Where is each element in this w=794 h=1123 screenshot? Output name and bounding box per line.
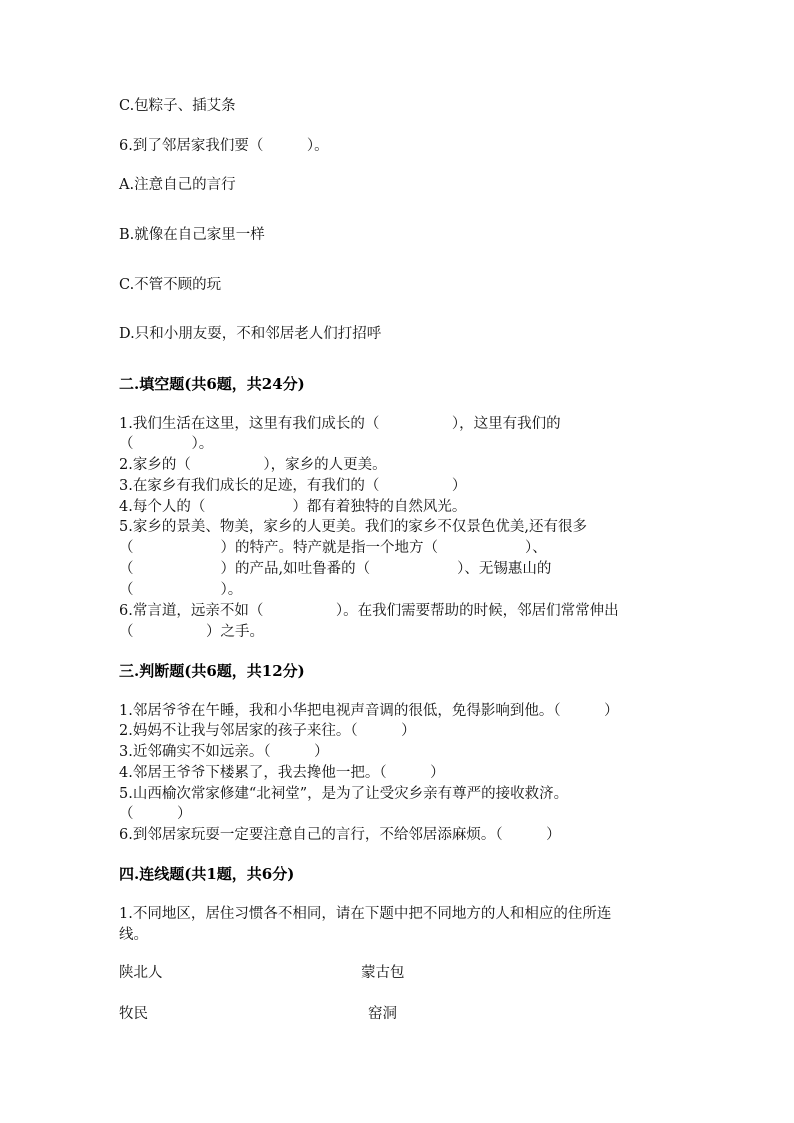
fill-line: 2.家乡的（ ），家乡的人更美。 [119,457,387,473]
fill-line: 3.在家乡有我们成长的足迹，有我们的（ ） [119,478,467,494]
match-right-item: 蒙古包 [361,965,405,981]
section2-title: 二.填空题(共6题，共24分) [119,375,305,393]
judge-line: 3.近邻确实不如远亲。（ ） [119,744,329,760]
section3-title: 三.判断题(共6题，共12分) [119,662,305,680]
fill-line: 5.家乡的景美、物美，家乡的人更美。我们的家乡不仅景色优美,还有很多 [119,519,587,535]
judge-line: （ ） [119,806,192,822]
fill-line: （ ）。 [119,582,243,598]
q6-option-d: D.只和小朋友耍，不和邻居老人们打招呼 [119,326,382,342]
fill-line: （ ）的产品,如吐鲁番的（ ）、无锡惠山的 [119,561,552,577]
judge-line: 5.山西榆次常家修建“北祠堂”，是为了让受灾乡亲有尊严的接收救济。 [119,786,569,802]
judge-line: 4.邻居王爷爷下楼累了，我去搀他一把。（ ） [119,765,445,781]
q6-option-c: C.不管不顾的玩 [119,277,222,293]
match-left-item: 牧民 [119,1006,148,1022]
q6-option-b: B.就像在自己家里一样 [119,227,265,243]
match-left-item: 陕北人 [119,965,163,981]
judge-line: 1.邻居爷爷在午睡，我和小华把电视声音调的很低，免得影响到他。（ ） [119,703,619,719]
fill-line: （ ）之手。 [119,624,264,640]
q5-option-c: C.包粽子、插艾条 [119,98,236,114]
judge-line: 2.妈妈不让我与邻居家的孩子来往。（ ） [119,723,416,739]
judge-line: 6.到邻居家玩耍一定要注意自己的言行，不给邻居添麻烦。（ ） [119,827,561,843]
match-question-line: 线。 [119,927,148,943]
match-question-line: 1.不同地区，居住习惯各不相同，请在下题中把不同地方的人和相应的住所连 [119,906,612,922]
match-right-item: 窑洞 [368,1006,397,1022]
fill-line: 6.常言道，远亲不如（ ）。在我们需要帮助的时候，邻居们常常伸出 [119,603,619,619]
fill-line: （ ）。 [119,436,214,452]
section4-title: 四.连线题(共1题，共6分) [119,865,295,883]
fill-line: （ ）的特产。特产就是指一个地方（ ）、 [119,540,547,556]
q6-option-a: A.注意自己的言行 [119,177,236,193]
fill-line: 1.我们生活在这里，这里有我们成长的（ ），这里有我们的 [119,416,561,432]
q6-stem: 6.到了邻居家我们要（ ）。 [119,138,329,154]
fill-line: 4.每个人的（ ）都有着独特的自然风光。 [119,499,467,515]
